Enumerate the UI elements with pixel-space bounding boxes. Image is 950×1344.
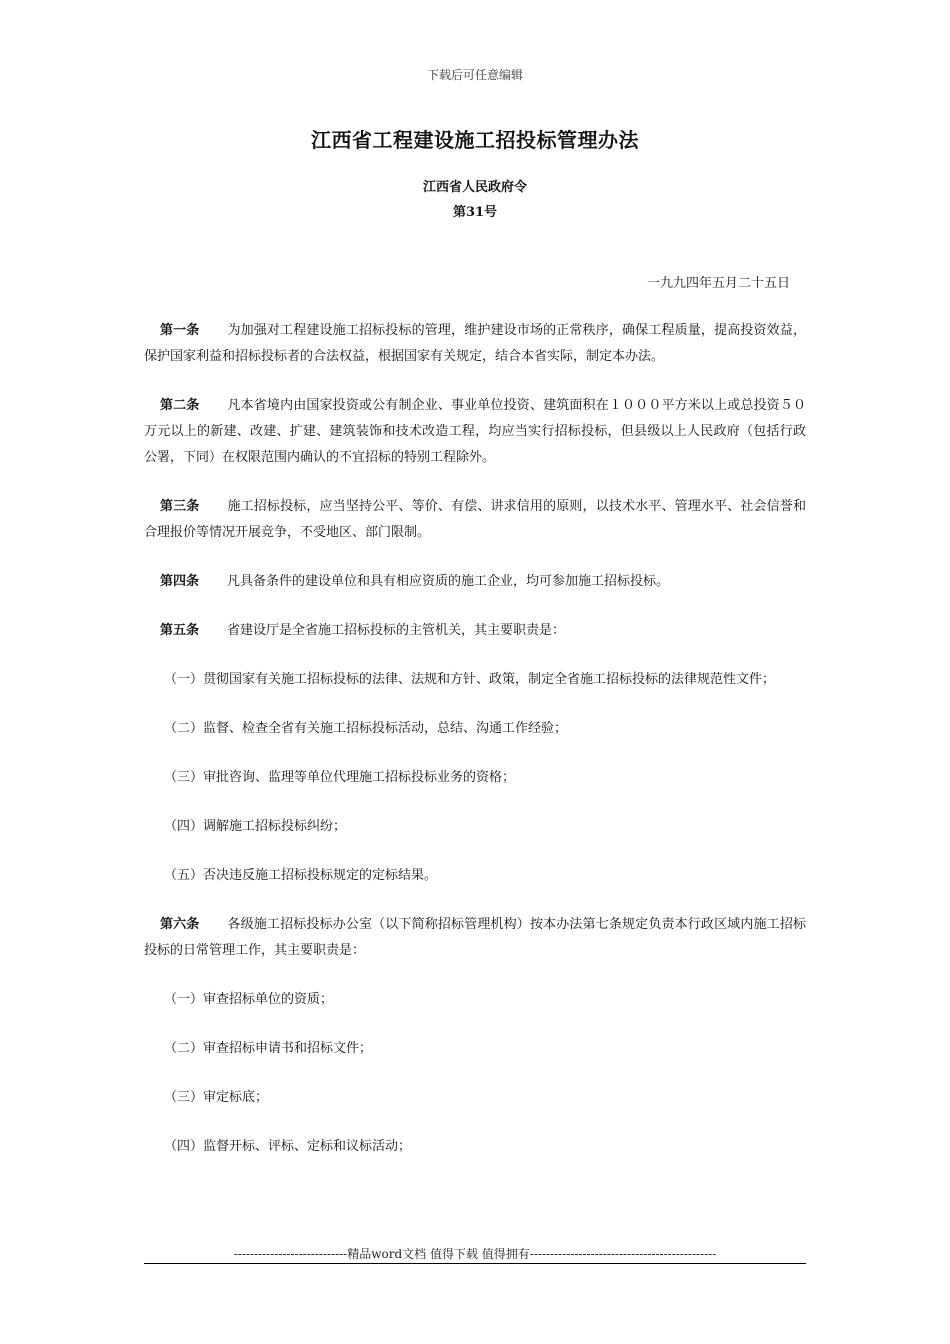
article-6-item: （二）审查招标申请书和招标文件； <box>164 1041 373 1056</box>
article-text: 省建设厅是全省施工招标投标的主管机关，其主要职责是： <box>227 623 566 638</box>
article-2 <box>144 393 806 471</box>
article-4 <box>144 569 806 595</box>
article-label: 第一条 <box>160 323 200 338</box>
order-number: 第31号 <box>452 205 498 220</box>
footer-divider <box>144 1263 806 1264</box>
article-label: 第四条 <box>160 574 200 589</box>
article-text: 施工招标投标，应当坚持公平、等价、有偿、讲求信用的原则，以技术水平、管理水平、社会信誉和合理报价等情况开展竞争，不受地区、部门限制。 <box>144 499 806 540</box>
article-label: 第五条 <box>160 623 200 638</box>
article-5-item: （四）调解施工招标投标纠纷； <box>164 819 347 834</box>
header-note: 下载后可任意编辑 <box>426 68 523 82</box>
article-text: 各级施工招标投标办公室（以下简称招标管理机构）按本办法第七条规定负责本行政区域内施工招标投标的日常管理工作，其主要职责是： <box>144 917 806 958</box>
article-5-item: （二）监督、检查全省有关施工招标投标活动，总结、沟通工作经验； <box>164 721 568 736</box>
article-text: 为加强对工程建设施工招标投标的管理，维护建设市场的正常秩序，确保工程质量，提高投资效益，保护国家利益和招标投标者的合法权益，根据国家有关规定，结合本省实际，制定本办法。 <box>144 323 806 364</box>
article-5-item: （五）否决违反施工招标投标规定的定标结果。 <box>164 868 438 883</box>
article-label: 第三条 <box>160 499 200 514</box>
article-5-item: （一）贯彻国家有关施工招标投标的法律、法规和方针、政策，制定全省施工招标投标的法律规范性文件； <box>164 672 776 687</box>
article-5 <box>144 618 806 644</box>
article-6-item: （一）审查招标单位的资质； <box>164 992 334 1007</box>
article-label: 第六条 <box>160 917 200 932</box>
article-6-item: （四）监督开标、评标、定标和议标活动； <box>164 1139 412 1154</box>
article-5-item: （三）审批咨询、监理等单位代理施工招标投标业务的资格； <box>164 770 516 785</box>
article-6-item: （三）审定标底； <box>164 1090 269 1105</box>
article-text: 凡本省境内由国家投资或公有制企业、事业单位投资、建筑面积在１０００平方米以上或总投资５０万元以上的新建、改建、扩建、建筑装饰和技术改造工程，均应当实行招标投标，但县级以上人民政府（包括行政公署，下同）在权限范围内确认的不宜招标的特别工程除外。 <box>144 398 806 465</box>
footer-banner: ----------------------------精品word文档 值得下载 值得拥有---------------------------------------------- <box>233 1247 717 1261</box>
article-text: 凡具备条件的建设单位和具有相应资质的施工企业，均可参加施工招标投标。 <box>227 574 670 589</box>
article-label: 第二条 <box>160 398 200 413</box>
issue-date: 一九九四年五月二十五日 <box>646 276 790 291</box>
article-6 <box>144 912 806 964</box>
article-1 <box>144 318 806 370</box>
issuer: 江西省人民政府令 <box>422 180 527 195</box>
document-title: 江西省工程建设施工招投标管理办法 <box>311 128 639 152</box>
article-3 <box>144 494 806 546</box>
document-body <box>144 318 806 1183</box>
